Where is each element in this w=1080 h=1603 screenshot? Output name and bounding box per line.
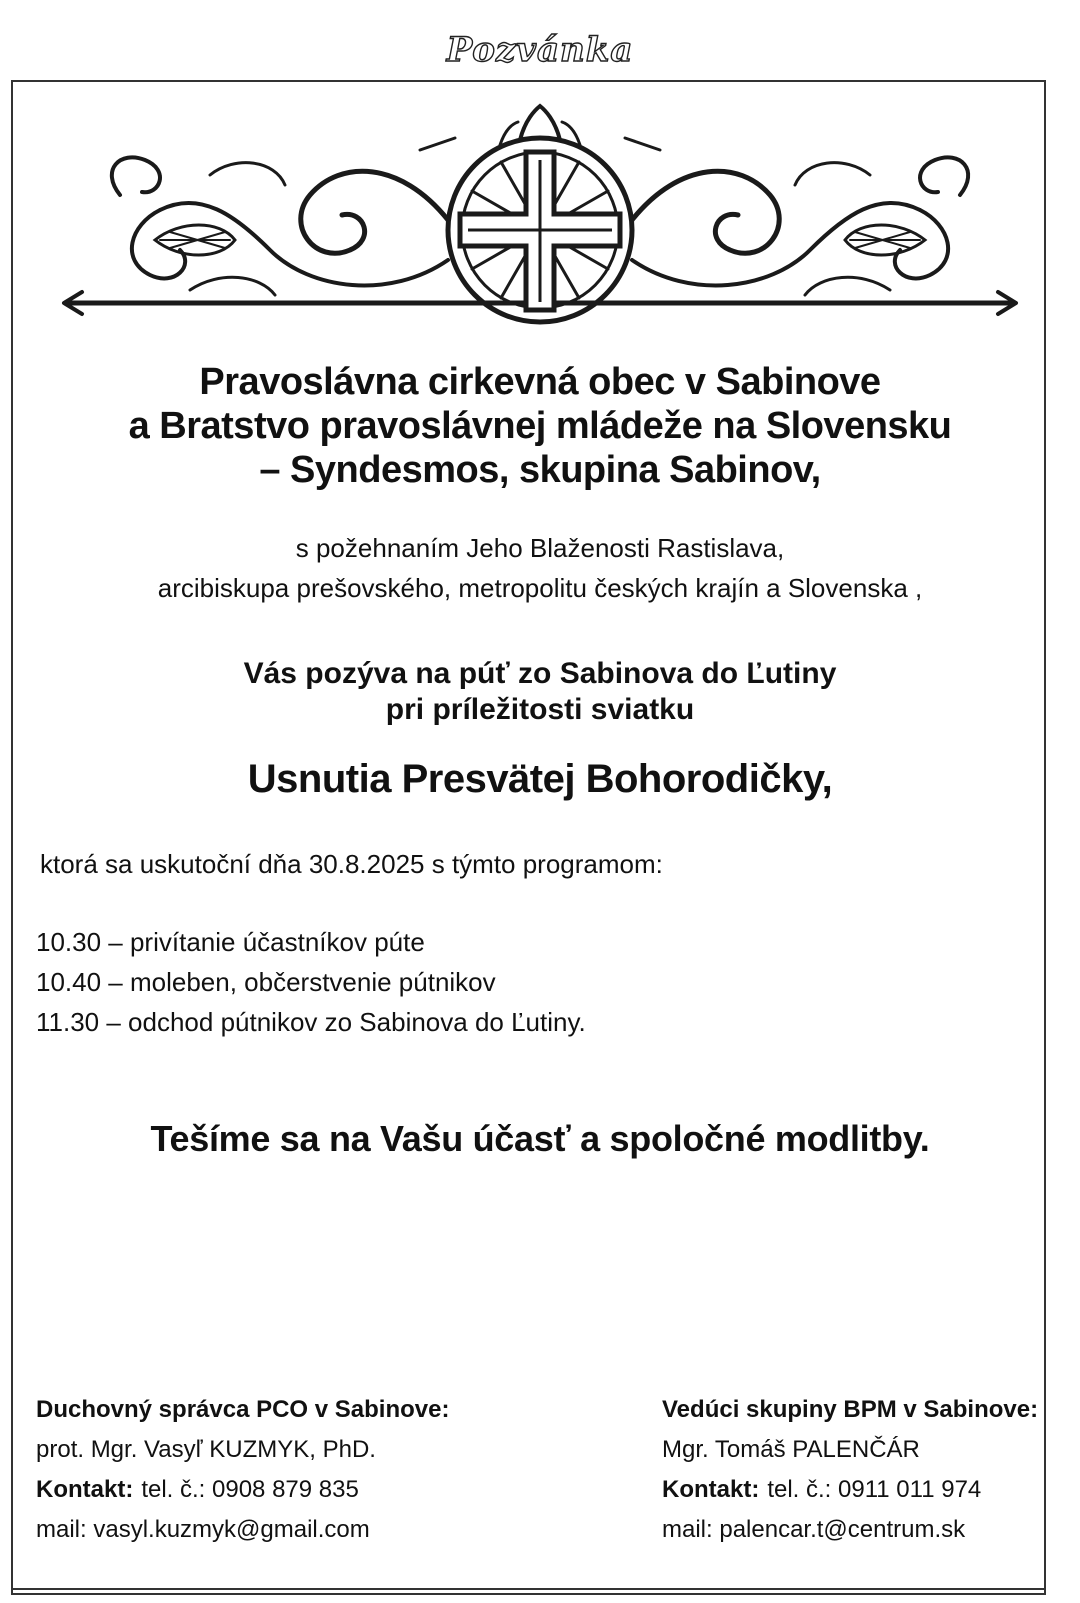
bottom-divider: [11, 1588, 1046, 1590]
contact-left-phone-row: [36, 1470, 449, 1510]
contact-right-heading: Vedúci skupiny BPM v Sabinove:: [662, 1396, 1039, 1423]
schedule-item: 10.30 – privítanie účastníkov púte: [36, 927, 425, 957]
orthodox-cross-ornament-icon: [60, 100, 1020, 340]
contact-right-label: Kontakt:: [662, 1476, 760, 1503]
schedule-list: [36, 922, 586, 1042]
organizers-heading: [0, 360, 1080, 492]
schedule-item: 10.40 – moleben, občerstvenie pútnikov: [36, 967, 496, 997]
organizers-line-2: a Bratstvo pravoslávnej mládeže na Slovensku: [128, 405, 952, 447]
contact-left-label: Kontakt:: [36, 1476, 134, 1503]
contact-left-mail: mail: vasyl.kuzmyk@gmail.com: [36, 1516, 370, 1543]
blessing-line-2: arcibiskupa prešovského, metropolitu českých krajín a Slovenska ,: [157, 573, 923, 603]
blessing-text: [0, 528, 1080, 608]
contact-right-mail: mail: palencar.t@centrum.sk: [662, 1516, 966, 1543]
closing-text: Tešíme sa na Vašu účasť a spoločné modlitby.: [150, 1118, 930, 1159]
page-title: Pozvánka: [446, 30, 634, 70]
organizers-line-3: – Syndesmos, skupina Sabinov,: [259, 449, 821, 491]
invitation-line-1: Vás pozýva na púť zo Sabinova do Ľutiny: [243, 657, 837, 690]
blessing-line-1: s požehnaním Jeho Blaženosti Rastislava,: [295, 533, 785, 563]
contact-left-heading: Duchovný správca PCO v Sabinove:: [36, 1396, 450, 1423]
contact-right-phone: tel. č.: 0911 011 974: [767, 1476, 982, 1503]
organizers-line-1: Pravoslávna cirkevná obec v Sabinove: [199, 361, 881, 403]
contact-block-right: [662, 1390, 1038, 1550]
contact-left-name: prot. Mgr. Vasyľ KUZMYK, PhD.: [36, 1436, 376, 1463]
feast-name: Usnutia Presvätej Bohorodičky,: [247, 757, 833, 801]
invitation-text: [0, 656, 1080, 728]
contact-right-name: Mgr. Tomáš PALENČÁR: [662, 1436, 920, 1463]
contact-left-phone: tel. č.: 0908 879 835: [141, 1476, 359, 1503]
invitation-line-2: pri príležitosti sviatku: [385, 693, 695, 726]
schedule-item: 11.30 – odchod pútnikov zo Sabinova do Ľutiny.: [36, 1007, 586, 1037]
contact-right-phone-row: [662, 1470, 1038, 1510]
event-date-text: ktorá sa uskutoční dňa 30.8.2025 s týmto programom:: [40, 849, 663, 879]
contact-block-left: [36, 1390, 449, 1550]
